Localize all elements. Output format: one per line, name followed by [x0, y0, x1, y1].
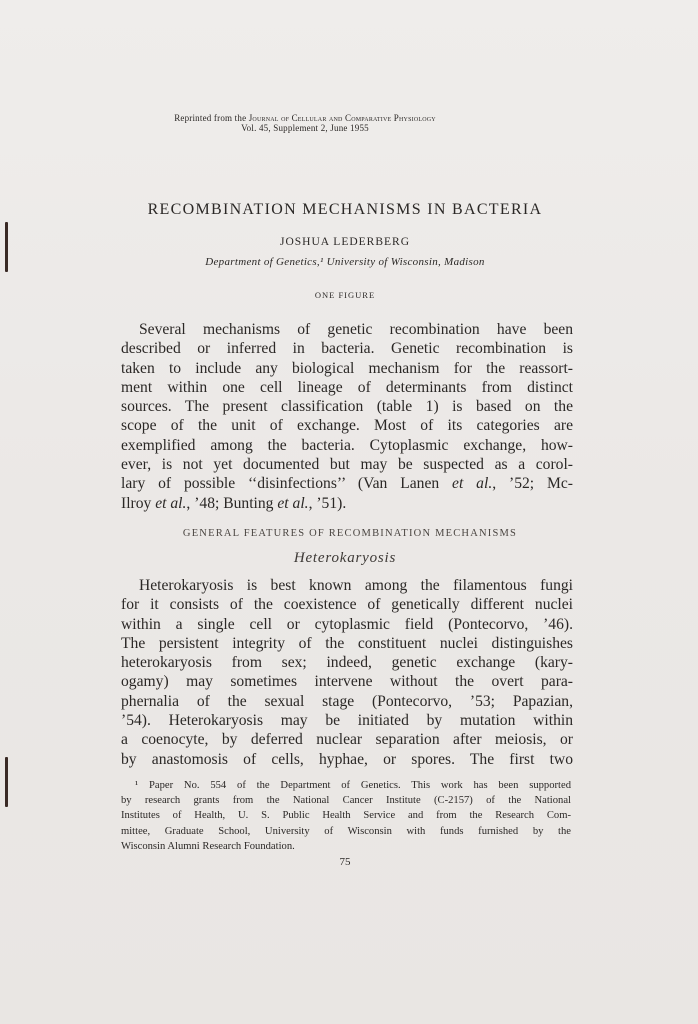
reprint-prefix: Reprinted from the — [174, 113, 247, 123]
author-affiliation: Department of Genetics,¹ University of Wisconsin, Madison — [205, 256, 485, 268]
intro-line: ment within one cell lineage of determinants from distinct — [121, 378, 573, 396]
body-line: a coenocyte, by deferred nuclear separation after meiosis, or — [121, 731, 573, 749]
paper-title: RECOMBINATION MECHANISMS IN BACTERIA — [147, 201, 543, 218]
body-line: ’54). Heterokaryosis may be initiated by mutation within — [121, 712, 573, 730]
footnote-line: Wisconsin Alumni Research Foundation. — [121, 840, 295, 852]
body-line: phernalia of the sexual stage (Pontecorvo, ’53; Papazian, — [121, 692, 573, 710]
intro-line: Several mechanisms of genetic recombination have been — [139, 321, 573, 338]
author-name: JOSHUA LEDERBERG — [279, 236, 411, 248]
body-line: ogamy) may sometimes intervene without the overt para- — [121, 673, 573, 691]
intro-paragraph — [121, 320, 573, 513]
intro-line — [121, 474, 573, 493]
intro-text: lary of possible ‘‘disinfections’’ (Van Lanen — [121, 475, 453, 493]
body-line: for it consists of the coexistence of genetically different nuclei — [121, 596, 573, 614]
reprint-header — [0, 113, 610, 133]
body-line: The persistent integrity of the constituent nuclei distinguishes — [121, 634, 573, 652]
intro-line: described or inferred in bacteria. Genetic recombination is — [121, 340, 573, 358]
intro-line — [121, 494, 573, 513]
journal-name: Journal of Cellular and Comparative Physiology — [248, 113, 436, 123]
footnote-line: Institutes of Health, U. S. Public Health Service and from the Research Com- — [121, 810, 571, 822]
binding-mark-bottom — [5, 757, 8, 807]
intro-text: Ilroy — [121, 494, 156, 512]
intro-line: exemplified among the bacteria. Cytoplasmic exchange, how- — [121, 436, 573, 454]
intro-text: , ’51). — [308, 494, 347, 512]
intro-line: scope of the unit of exchange. Most of its categories are — [121, 417, 573, 435]
section-heading: GENERAL FEATURES OF RECOMBINATION MECHANISMS — [182, 528, 518, 539]
intro-italic: et al. — [277, 494, 309, 512]
page-number: 75 — [339, 856, 351, 868]
footnote-line: by research grants from the National Cancer Institute (C-2157) of the National — [121, 795, 571, 807]
intro-text: , ’48; Bunting — [186, 494, 278, 512]
figures-note: ONE FIGURE — [314, 290, 376, 300]
volume-line: Vol. 45, Supplement 2, June 1955 — [241, 123, 369, 133]
intro-line: sources. The present classification (table 1) is based on the — [121, 398, 573, 416]
intro-line: ever, is not yet documented but may be suspected as a corol- — [121, 456, 573, 474]
intro-italic: et al. — [155, 494, 187, 512]
intro-line: taken to include any biological mechanism for the reassort- — [121, 359, 573, 377]
footnote — [121, 778, 571, 854]
intro-text: , ’52; Mc- — [492, 475, 573, 493]
body-line: heterokaryosis from sex; indeed, genetic exchange (kary- — [121, 654, 573, 672]
heterokaryosis-paragraph — [121, 576, 573, 769]
body-line: by anastomosis of cells, hyphae, or spores. The first two — [121, 750, 573, 768]
body-line: Heterokaryosis is best known among the filamentous fungi — [139, 577, 573, 594]
footnote-line: mittee, Graduate School, University of Wisconsin with funds furnished by the — [121, 825, 571, 837]
subsection-heading: Heterokaryosis — [293, 550, 397, 566]
body-line: within a single cell or cytoplasmic field (Pontecorvo, ’46). — [121, 615, 573, 633]
intro-italic: et al. — [452, 475, 493, 493]
footnote-line: ¹ Paper No. 554 of the Department of Genetics. This work has been supported — [135, 780, 571, 791]
